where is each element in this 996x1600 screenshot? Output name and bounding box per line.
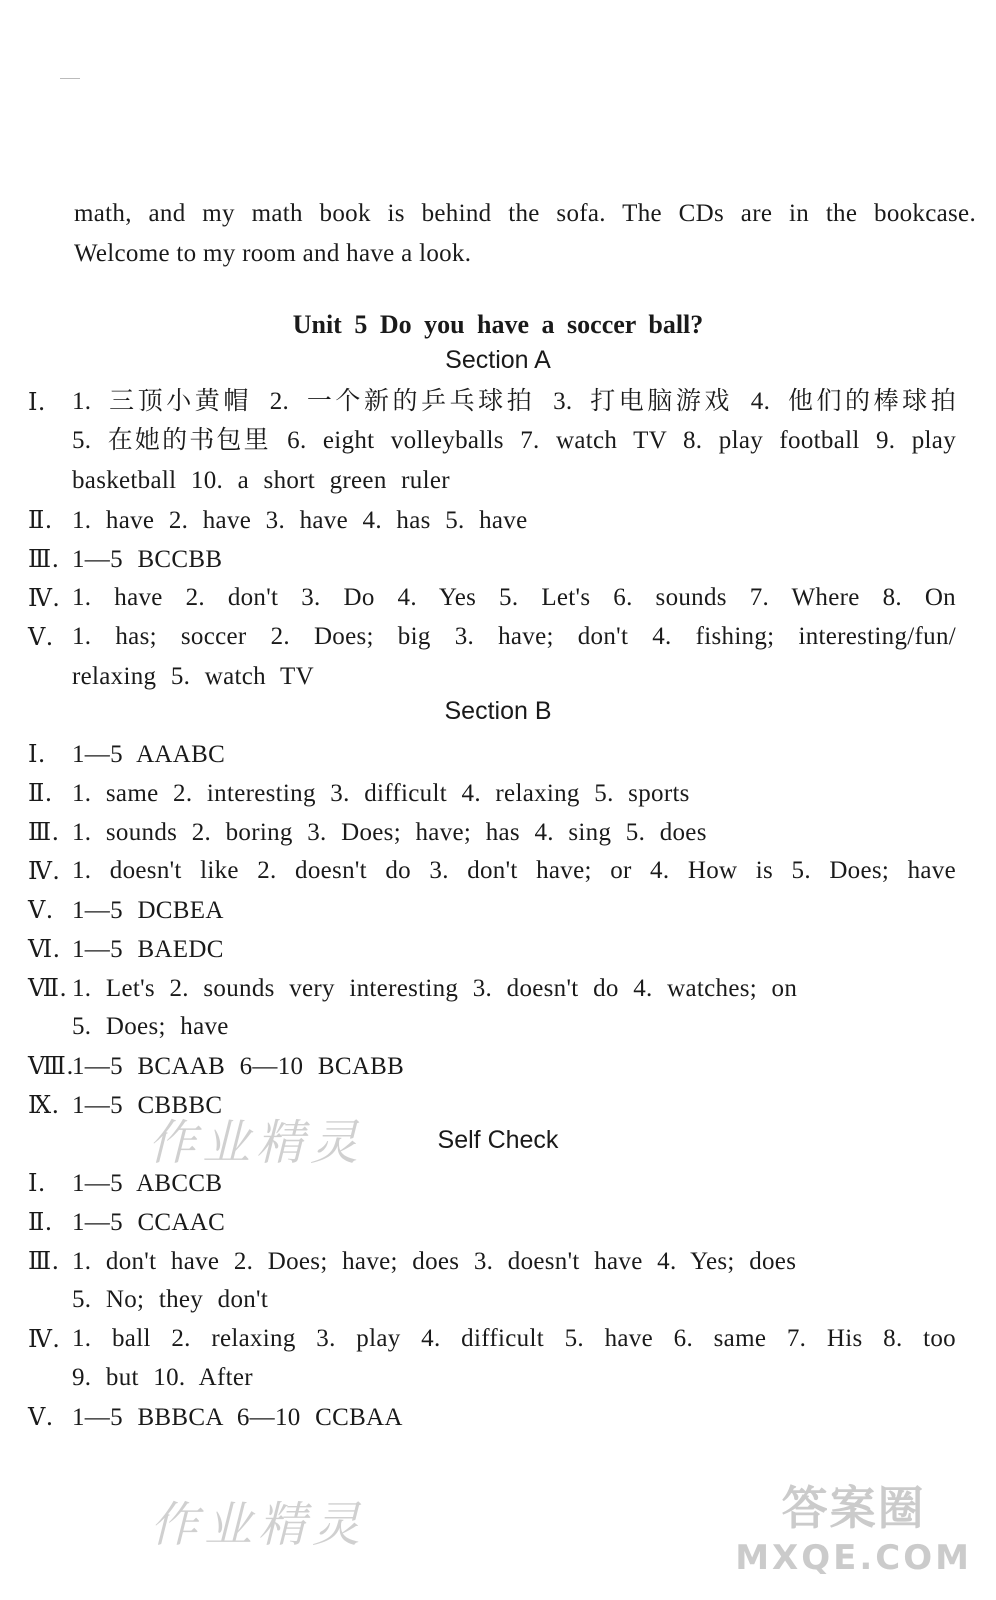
answer-text: 1. Let's 2. sounds very interesting 3. doesn't do 4. watches; on xyxy=(72,975,798,1002)
answer-text: 1. same 2. interesting 3. difficult 4. relaxing 5. sports xyxy=(72,780,690,807)
question-number: Ⅰ. xyxy=(28,388,46,416)
watermark-logo xyxy=(735,1472,972,1578)
question-number: Ⅱ. xyxy=(28,1208,53,1236)
answer-text: 1—5 BBBCA 6—10 CCBAA xyxy=(72,1404,403,1431)
self-check-q2 xyxy=(28,1202,225,1242)
self-check-q5 xyxy=(28,1397,403,1437)
answer-text: 1. doesn't like 2. doesn't do 3. don't have; or 4. How is 5. Does; have xyxy=(72,857,956,884)
answer-text: 1. 三顶小黄帽 2. 一个新的乒乓球拍 3. 打电脑游戏 4. 他们的棒球拍 xyxy=(72,388,956,415)
intro-line-2: Welcome to my room and have a look. xyxy=(74,240,472,267)
section-a-q5-cont: relaxing 5. watch TV xyxy=(72,663,314,690)
answer-text: 1. sounds 2. boring 3. Does; have; has 4. sing 5. does xyxy=(72,819,707,846)
self-check-q4-cont: 9. but 10. After xyxy=(72,1364,253,1391)
answer-text: 1. ball 2. relaxing 3. play 4. difficult 5. have 6. same 7. His 8. too xyxy=(72,1325,956,1352)
question-number: Ⅴ. xyxy=(28,896,54,924)
question-number: Ⅴ. xyxy=(28,623,54,651)
self-check-title: Self Check xyxy=(437,1126,559,1154)
answer-text: 1. have 2. don't 3. Do 4. Yes 5. Let's 6. sounds 7. Where 8. On xyxy=(72,584,956,611)
self-check-q3-cont: 5. No; they don't xyxy=(72,1286,269,1313)
watermark-logo-url: MXQE.COM xyxy=(735,1538,972,1578)
section-b-title: Section B xyxy=(444,697,552,725)
section-a-q1-cont xyxy=(72,421,956,461)
question-number: Ⅱ. xyxy=(28,506,53,534)
question-number: Ⅲ. xyxy=(28,545,60,573)
section-b-q4 xyxy=(28,851,956,891)
answer-text: 5. 在她的书包里 6. eight volleyballs 7. watch TV 8. play football 9. play xyxy=(72,427,956,454)
section-a-q3 xyxy=(28,539,222,579)
question-number: Ⅶ. xyxy=(28,974,68,1002)
answer-text: 1—5 BAEDC xyxy=(72,936,224,963)
answer-text: 1. have 2. have 3. have 4. has 5. have xyxy=(72,507,528,534)
answer-text: 1—5 BCCBB xyxy=(72,546,223,573)
section-a-q1-cont-2: basketball 10. a short green ruler xyxy=(72,467,450,494)
answer-text: 1—5 CCAAC xyxy=(72,1209,226,1236)
answer-text: 1—5 DCBEA xyxy=(72,897,224,924)
section-a-q5 xyxy=(28,617,956,657)
watermark-logo-text: 答案圈 xyxy=(781,1481,926,1535)
section-b-q6 xyxy=(28,929,224,969)
question-number: Ⅷ. xyxy=(28,1052,75,1080)
watermark-bottom: 作业精灵 xyxy=(150,1497,367,1553)
intro-line-1: math, and my math book is behind the sofa. The CDs are in the bookcase. xyxy=(74,200,976,227)
answer-text: 1—5 BCAAB 6—10 BCABB xyxy=(72,1053,405,1080)
answer-text: 1—5 AAABC xyxy=(72,741,226,768)
question-number: Ⅸ. xyxy=(28,1091,60,1119)
section-a-q2 xyxy=(28,500,528,540)
watermark-middle: 作业精灵 xyxy=(148,1115,365,1171)
section-b-q7-cont: 5. Does; have xyxy=(72,1013,229,1040)
question-number: Ⅴ. xyxy=(28,1403,54,1431)
question-number: Ⅱ. xyxy=(28,779,53,807)
self-check-q4 xyxy=(28,1319,956,1359)
section-a-title: Section A xyxy=(445,346,551,374)
answer-text: 1—5 CBBBC xyxy=(72,1092,223,1119)
section-b-q2 xyxy=(28,773,690,813)
answer-text: 1—5 ABCCB xyxy=(72,1170,223,1197)
section-a-q1 xyxy=(28,382,956,422)
section-b-q3 xyxy=(28,812,707,852)
question-number: Ⅳ. xyxy=(28,584,61,612)
self-check-q3 xyxy=(28,1241,796,1281)
answer-text: 1. has; soccer 2. Does; big 3. have; don't 4. fishing; interesting/fun/ xyxy=(72,623,956,650)
section-b-q8 xyxy=(28,1046,404,1086)
question-number: Ⅳ. xyxy=(28,1325,61,1353)
question-number: Ⅲ. xyxy=(28,1247,60,1275)
unit-title: Unit 5 Do you have a soccer ball? xyxy=(292,310,704,339)
question-number: Ⅳ. xyxy=(28,857,61,885)
intro-paragraph xyxy=(74,194,974,274)
question-number: Ⅵ. xyxy=(28,935,61,963)
answer-text: 1. don't have 2. Does; have; does 3. doesn't have 4. Yes; does xyxy=(72,1248,797,1275)
question-number: Ⅰ. xyxy=(28,1169,46,1197)
scan-mark xyxy=(60,78,80,79)
section-b-q7 xyxy=(28,968,797,1008)
section-a-q4 xyxy=(28,578,956,618)
section-b-q5 xyxy=(28,890,224,930)
question-number: Ⅰ. xyxy=(28,740,46,768)
section-b-q1 xyxy=(28,734,225,774)
question-number: Ⅲ. xyxy=(28,818,60,846)
